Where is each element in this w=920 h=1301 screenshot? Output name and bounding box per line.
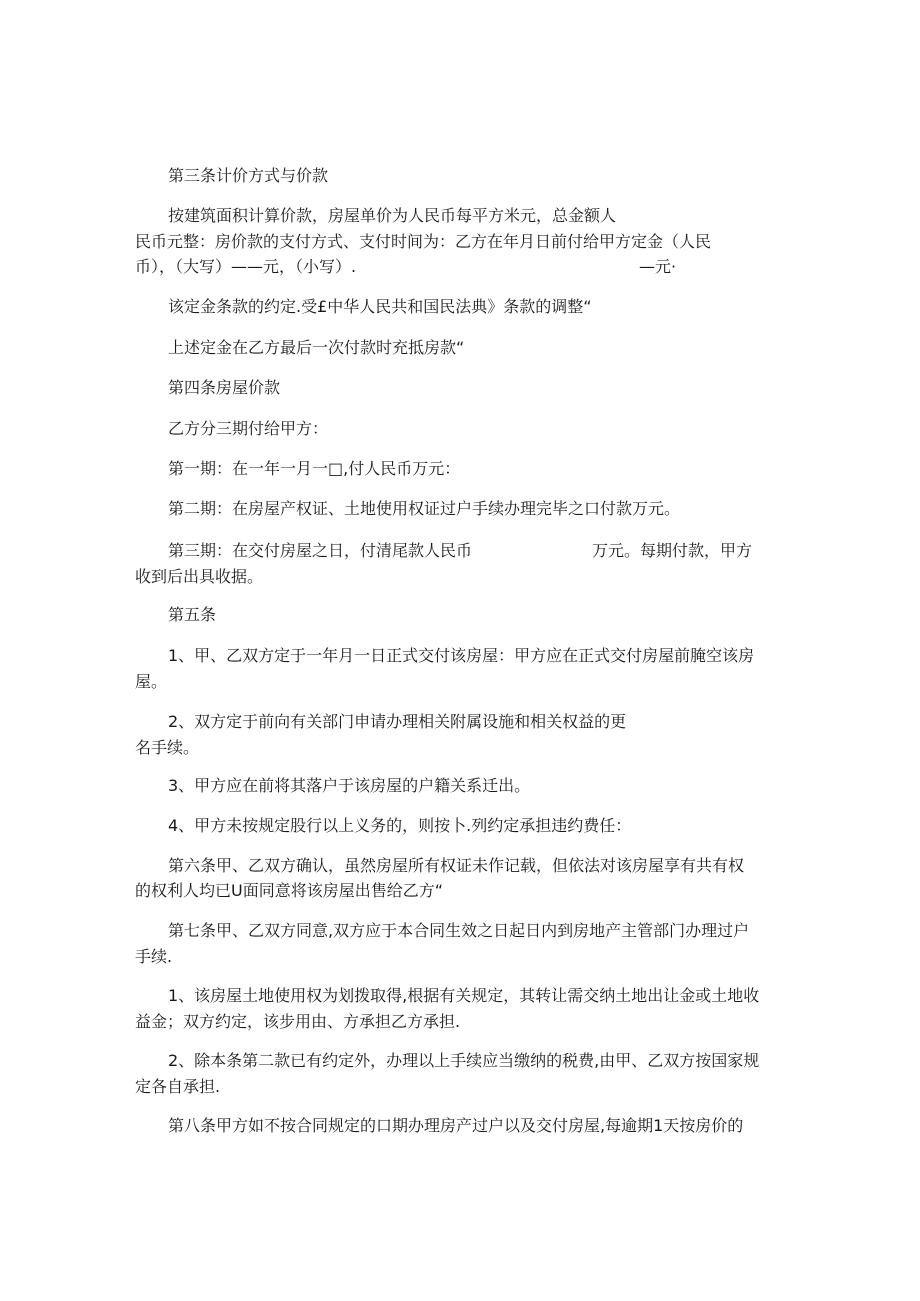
article7-line2: 手续.: [135, 947, 173, 966]
article4-phase3-line1-right: 万元。每期付款，甲方: [592, 541, 753, 560]
article5-item1-line2: 屋。: [135, 672, 168, 691]
article3-paragraph1-line3-left: 币），（大写）——元，（小写）.: [135, 257, 357, 276]
article6-line1: 第六条甲、乙双方确认，虽然房屋所有权证未作记载，但依法对该房屋享有共有权: [168, 856, 745, 875]
article7-line1: 第七条甲、乙双方同意,双方应于本合同生效之日起日内到房地产主管部门办理过户: [168, 921, 750, 940]
article3-paragraph1-line3-right: —元·: [639, 257, 677, 276]
article4-phase3-line1: [168, 540, 768, 562]
article5-item2-line2: 名手续。: [135, 738, 200, 757]
article3-paragraph2: 该定金条款的约定.受£中华人民共和国民法典》条款的调整“: [168, 297, 592, 316]
article3-paragraph1-line3: [135, 256, 695, 278]
article3-paragraph3: 上述定金在乙方最后一次付款时充抵房款“: [168, 338, 465, 357]
article3-paragraph1-line2: 民币元整：房价款的支付方式、支付时间为：乙方在年月日前付给甲方定金（人民: [135, 232, 712, 251]
article4-title: 第四条房屋价款: [168, 378, 281, 397]
article4-phase3-line1-left: 第三期：在交付房屋之日，付清尾款人民币: [168, 541, 473, 560]
article4-phase3-line2: 收到后出具收据。: [135, 567, 264, 586]
article7-item1-line1: 1、该房屋土地使用权为划拨取得,根据有关规定，其转让需交纳土地出让金或土地收: [168, 986, 760, 1005]
article7-item2-line2: 定各自承担.: [135, 1077, 221, 1096]
article5-item1-line1: 1、甲、乙双方定于一年月一日正式交付该房屋：甲方应在正式交付房屋前腌空该房: [168, 646, 755, 665]
article4-phase1: 第一期：在一年一月一□,付人民币万元：: [168, 459, 461, 478]
article7-item2-line1: 2、除本条第二款已有约定外，办理以上手续应当缴纳的税费,由甲、乙双方按国家规: [168, 1051, 760, 1070]
article6-line2: 的权利人均已U面同意将该房屋出售给乙方“: [135, 881, 444, 900]
article4-phase2: 第二期：在房屋产权证、土地使用权证过户手续办理完毕之口付款万元。: [168, 499, 681, 518]
article4-paragraph1: 乙方分三期付给甲方：: [168, 419, 329, 438]
article3-paragraph1-line1: 按建筑面积计算价款，房屋单价为人民币每平方米元，总金额人: [168, 206, 617, 225]
article5-title: 第五条: [168, 605, 217, 624]
article7-item1-line2: 益金；双方约定，该步用由、方承担乙方承担.: [135, 1012, 461, 1031]
article3-title: 第三条计价方式与价款: [168, 166, 329, 185]
article5-item4: 4、甲方未按规定股行以上义务的，则按卜.列约定承担违约费任：: [168, 816, 632, 835]
article5-item2-line1: 2、双方定于前向有关部门申请办理相关附属设施和相关权益的更: [168, 712, 627, 731]
article5-item3: 3、甲方应在前将其落户于该房屋的户籍关系迁出。: [168, 776, 531, 795]
article8-line1: 第八条甲方如不按合同规定的口期办理房产过户以及交付房屋,每逾期1天按房价的: [168, 1116, 744, 1135]
